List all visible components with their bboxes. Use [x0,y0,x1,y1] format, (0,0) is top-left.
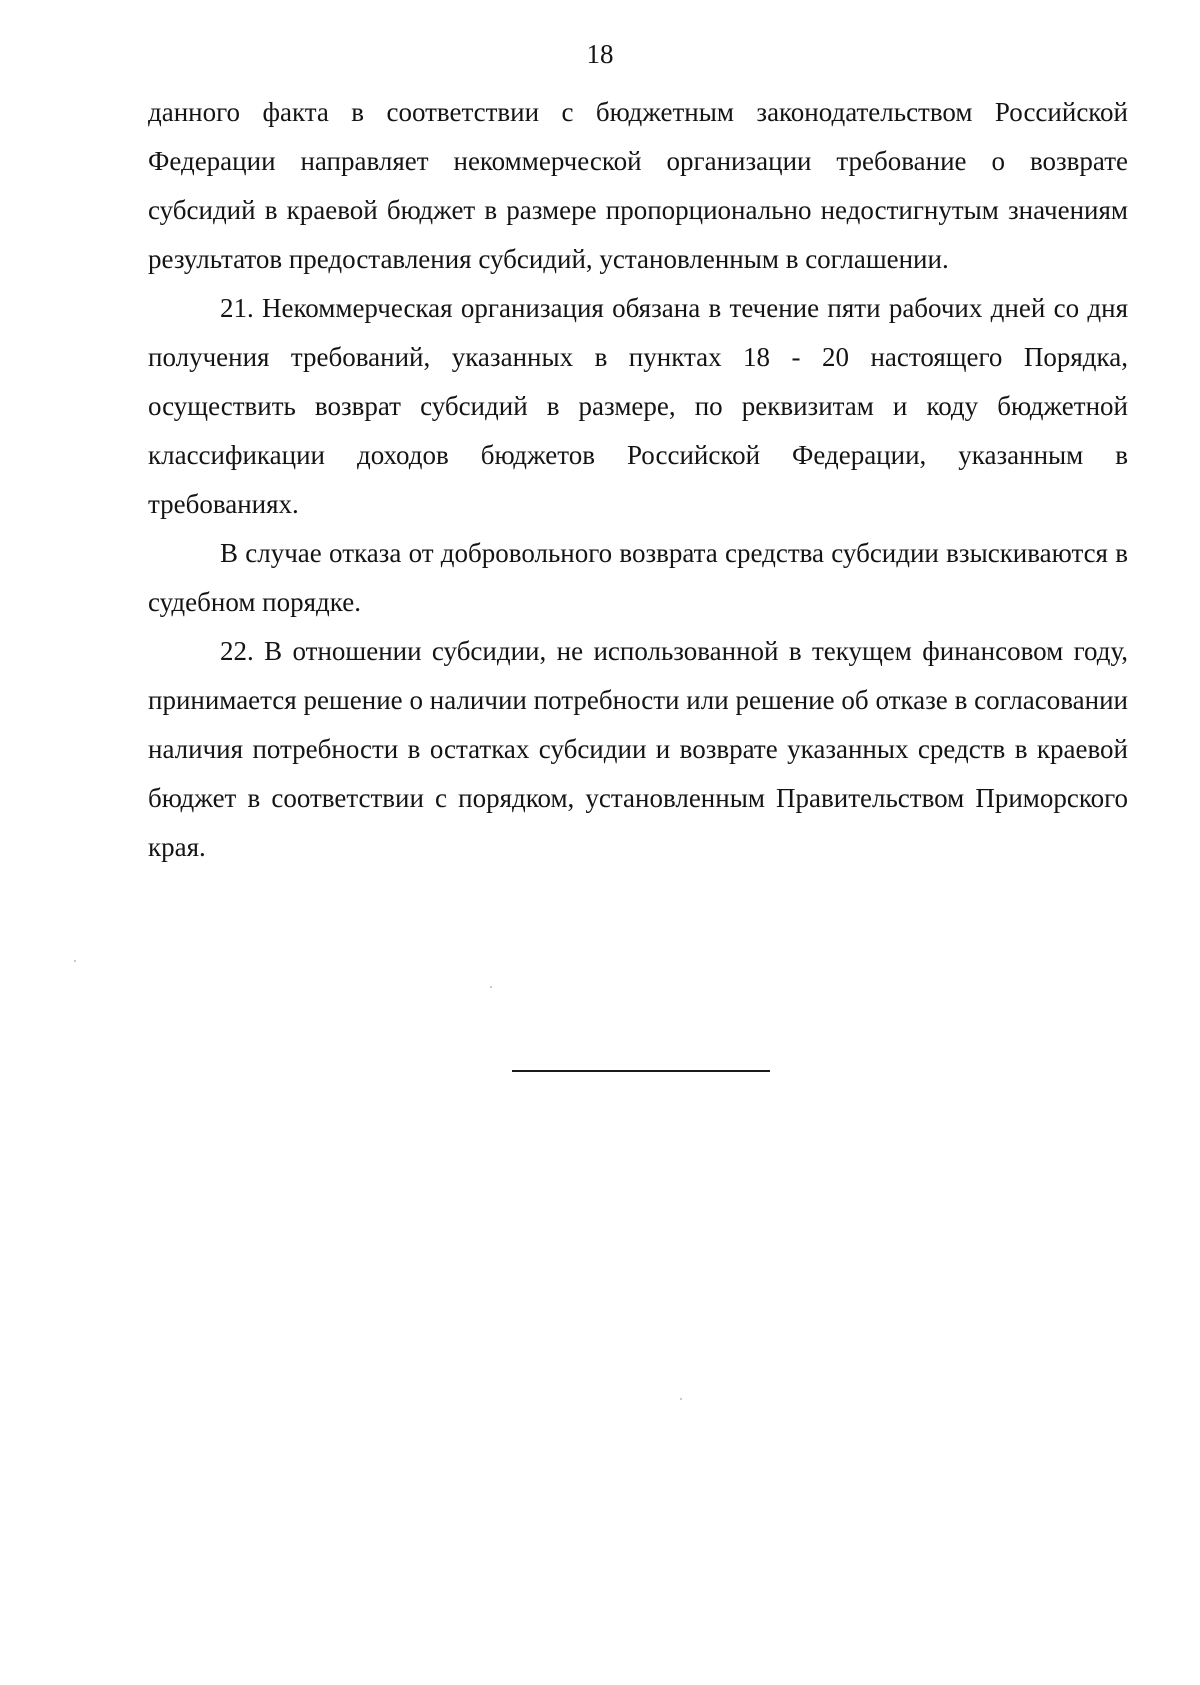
page-number: 18 [586,39,614,69]
paragraph-item-22: 22. В отношении субсидии, не использованной в текущем финансовом году, принимается решение о наличии потребности или решение об отказе в согласовании наличия потребности в остатках субсидии и возврате указанных средств в краевой бюджет в соответствии с порядком, установленным Правительством Приморского края. [148,636,1128,862]
end-of-document-rule [512,1070,770,1072]
scan-speck [490,986,492,988]
paragraph-item-21: 21. Некоммерческая организация обязана в течение пяти рабочих дней со дня получения требований, указанных в пунктах 18 - 20 настоящего Порядка, осуществить возврат субсидий в размере, по реквизитам и коду бюджетной классификации доходов бюджетов Российской Федерации, указанным в требованиях. [148,293,1128,519]
scan-speck [74,960,76,962]
document-body [148,88,1128,872]
scan-speck [680,1398,682,1400]
paragraph-refusal-clause: В случае отказа от добровольного возврата средства субсидии взыскиваются в судебном порядке. [148,538,1128,617]
paragraph-continuation: данного факта в соответствии с бюджетным законодательством Российской Федерации направляет некоммерческой организации требование о возврате субсидий в краевой бюджет в размере пропорционально недостигнутым значениям результатов предоставления субсидий, установленным в соглашении. [148,97,1128,274]
